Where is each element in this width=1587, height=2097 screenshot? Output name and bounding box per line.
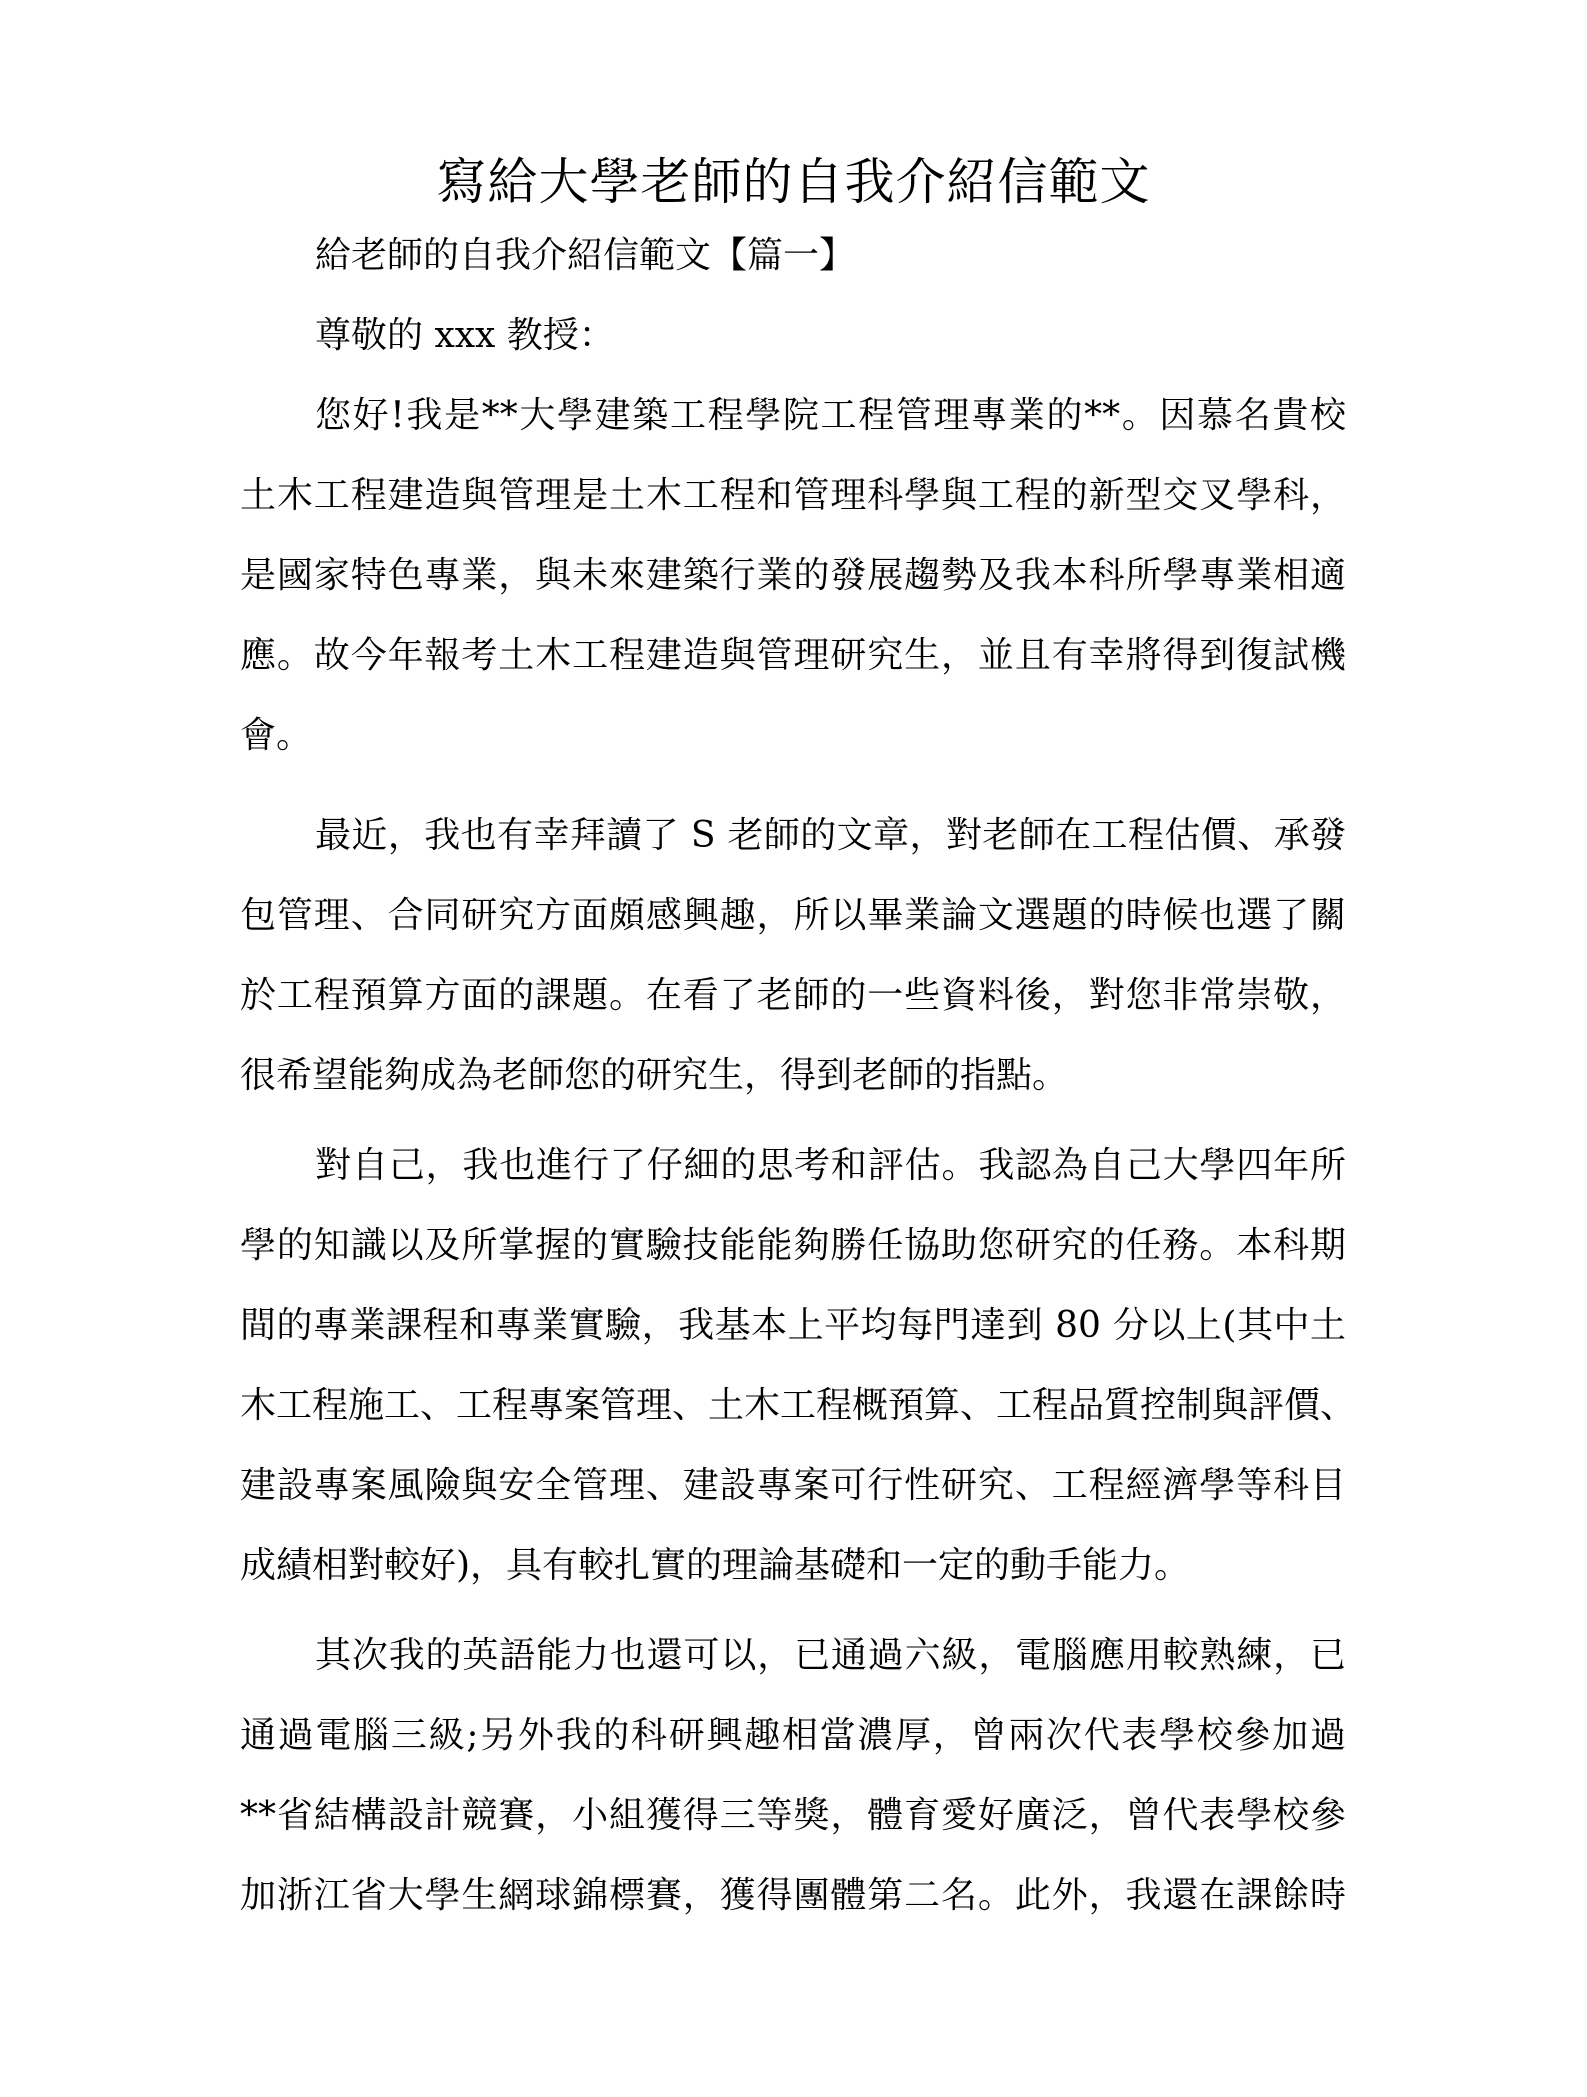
paragraph-line: 最近，我也有幸拜讀了 S 老師的文章，對老師在工程估價、承發	[315, 815, 1346, 856]
paragraph-line: 成績相對較好)，具有較扎實的理論基礎和一定的動手能力。	[240, 1545, 1191, 1586]
paragraph-line: 很希望能夠成為老師您的研究生，得到老師的指點。	[240, 1055, 1069, 1096]
paragraph-line: 於工程預算方面的課題。在看了老師的一些資料後，對您非常崇敬，	[240, 975, 1346, 1016]
paragraph-line: 是國家特色專業，與未來建築行業的發展趨勢及我本科所學專業相適	[240, 555, 1346, 596]
paragraph-line: 您好!我是**大學建築工程學院工程管理專業的**。因慕名貴校	[315, 395, 1346, 436]
paragraph-line: **省結構設計競賽，小組獲得三等獎，體育愛好廣泛，曾代表學校參	[240, 1795, 1346, 1836]
paragraph-line: 建設專案風險與安全管理、建設專案可行性研究、工程經濟學等科目	[240, 1465, 1346, 1506]
salutation: 尊敬的 xxx 教授：	[315, 315, 615, 356]
paragraph-line: 通過電腦三級;另外我的科研興趣相當濃厚，曾兩次代表學校參加過	[240, 1715, 1346, 1756]
paragraph-line: 間的專業課程和專業實驗，我基本上平均每門達到 80 分以上(其中土	[240, 1305, 1346, 1346]
section-heading: 給老師的自我介紹信範文【篇一】	[315, 235, 856, 276]
paragraph-line: 木工程施工、工程專案管理、土木工程概預算、工程品質控制與評價、	[240, 1385, 1357, 1426]
paragraph-line: 加浙江省大學生網球錦標賽，獲得團體第二名。此外，我還在課餘時	[240, 1875, 1346, 1916]
document-title: 寫給大學老師的自我介紹信範文	[436, 153, 1151, 211]
paragraph-line: 土木工程建造與管理是土木工程和管理科學與工程的新型交叉學科，	[240, 475, 1346, 516]
paragraph-line: 對自己，我也進行了仔細的思考和評估。我認為自己大學四年所	[315, 1145, 1346, 1186]
paragraph-line: 學的知識以及所掌握的實驗技能能夠勝任協助您研究的任務。本科期	[240, 1225, 1346, 1266]
paragraph-line: 會。	[240, 715, 313, 756]
paragraph-line: 應。故今年報考土木工程建造與管理研究生，並且有幸將得到復試機	[240, 635, 1346, 676]
paragraph-line: 包管理、合同研究方面頗感興趣，所以畢業論文選題的時候也選了關	[240, 895, 1346, 936]
paragraph-line: 其次我的英語能力也還可以，已通過六級，電腦應用較熟練，已	[315, 1635, 1346, 1676]
